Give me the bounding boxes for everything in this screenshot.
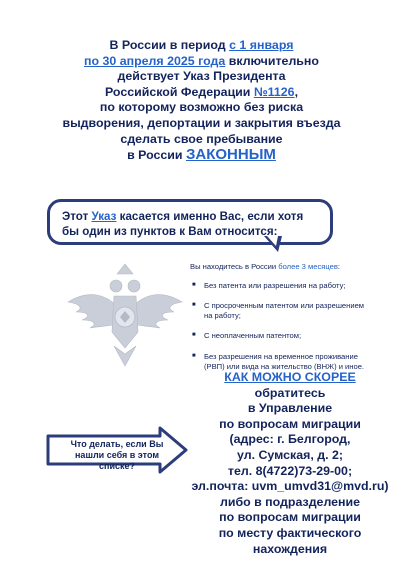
cta-line9: либо в подразделение <box>219 494 361 509</box>
criteria-block <box>190 262 365 382</box>
header-line1-pre: В России в период <box>109 38 226 52</box>
speech-bubble <box>47 199 333 245</box>
header-decree-number: №1126 <box>253 84 295 99</box>
cta-phone: тел. 8(4722)73-29-00; <box>227 463 353 478</box>
header-text <box>30 38 373 164</box>
cta-line3: в Управление <box>247 401 333 416</box>
cta-line2: обратитесь <box>254 385 326 400</box>
mvd-emblem-icon <box>62 262 188 372</box>
cta-line5: (адрес: г. Белгород, <box>229 432 351 447</box>
bubble-tail-inner <box>267 236 278 246</box>
header-line2-post: включительно <box>228 53 319 68</box>
header-legal-word: ЗАКОННЫМ <box>185 146 276 164</box>
criteria-item: ■ Без патента или разрешения на работу; <box>204 281 365 291</box>
header-line4-pre: Российской Федерации <box>104 84 251 99</box>
bubble-part2: касается именно Вас, если хотя бы один из пунктов к Вам относится: <box>62 210 304 238</box>
bubble-ukaz: Указ <box>91 210 117 223</box>
header-line6: выдворения, депортации и закрытия въезда <box>62 115 341 130</box>
header-line3: действует Указ Президента <box>117 69 286 84</box>
cta-line4: по вопросам миграции <box>219 416 361 431</box>
cta-urgent: КАК МОЖНО СКОРЕЕ <box>224 370 356 384</box>
header-date-end: по 30 апреля 2025 года <box>84 53 226 68</box>
cta-line12: нахождения <box>252 541 328 556</box>
header-line4-post: , <box>294 84 299 99</box>
criteria-intro-hl: более 3 месяцев <box>278 262 338 271</box>
criteria-intro-post: : <box>337 262 341 271</box>
cta-line11: по месту фактического <box>218 525 362 540</box>
cta-email: эл.почта: uvm_umvd31@mvd.ru) <box>191 479 389 494</box>
header-date-start: с 1 января <box>229 38 294 52</box>
criteria-intro <box>190 262 365 272</box>
criteria-list <box>190 281 365 372</box>
criteria-item: ■ С просроченным патентом или разрешением на работу; <box>204 301 365 320</box>
criteria-item: ■ Без разрешения на временное проживание (РВП) или вида на жительство (ВНЖ) и иное. <box>204 352 365 371</box>
cta-line10: по вопросам миграции <box>219 510 361 525</box>
cta-line6: ул. Сумская, д. 2; <box>236 447 344 462</box>
criteria-item: ■ С неоплаченным патентом; <box>204 331 365 341</box>
header-line5: по которому возможно без риска <box>99 100 304 115</box>
criteria-intro-pre: Вы находитесь в России <box>190 262 277 271</box>
call-to-action <box>170 370 403 557</box>
arrow-question: Что делать, если Вы нашли себя в этом списке? <box>70 439 164 471</box>
header-line7: сделать свое пребывание <box>120 131 283 146</box>
bubble-part1: Этот <box>62 210 89 223</box>
header-line8-pre: в России <box>127 148 183 163</box>
